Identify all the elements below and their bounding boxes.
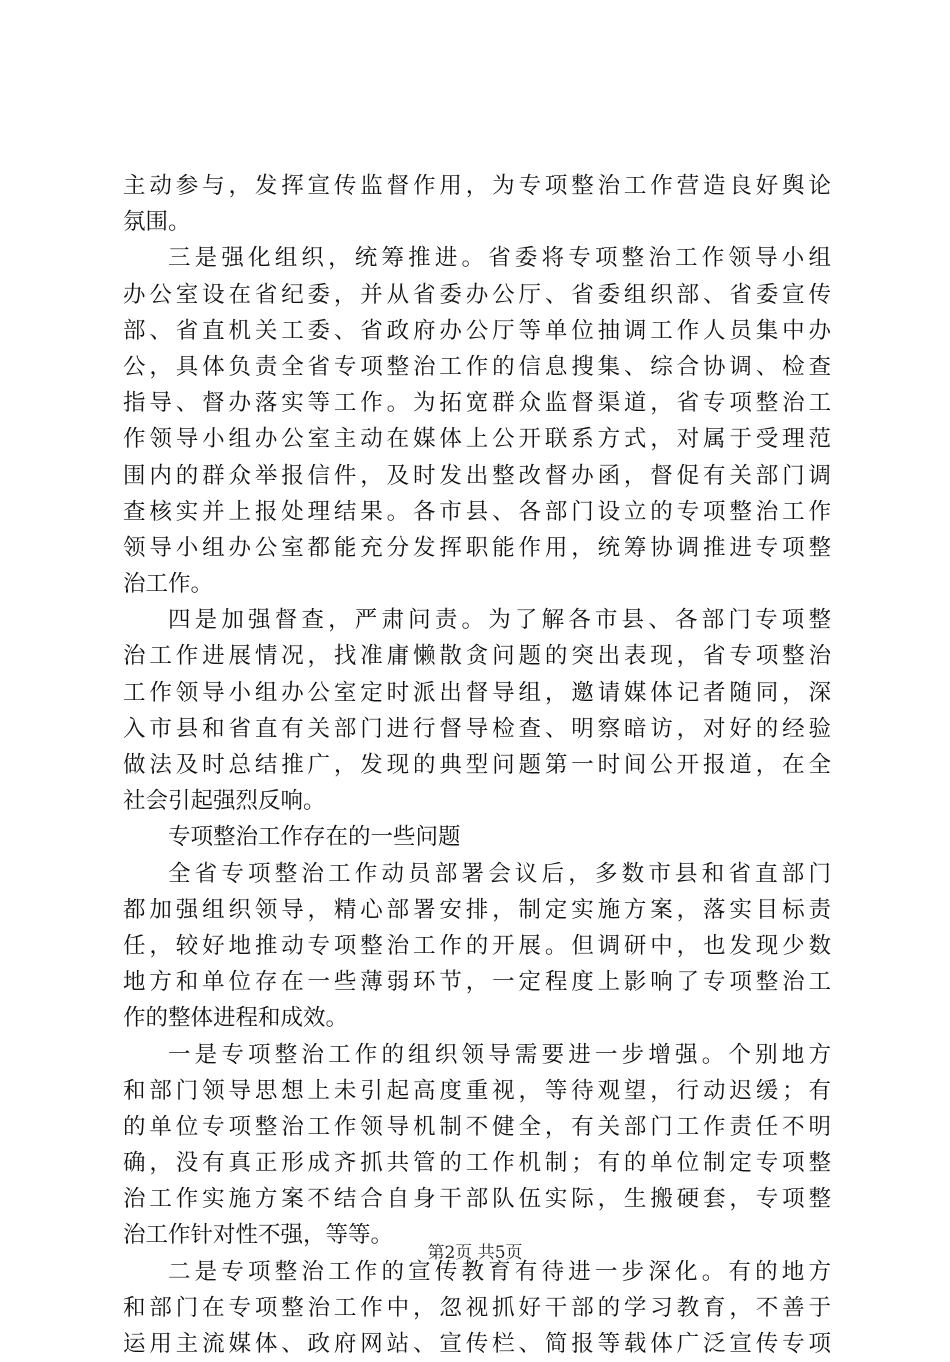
text-line: 指导、督办落实等工作。为拓宽群众监督渠道，省专项整治工 (123, 390, 831, 417)
text-line: 都加强组织领导，精心部署安排，制定实施方案，落实目标责 (123, 896, 831, 923)
text-line: 围内的群众举报信件，及时发出整改督办函，督促有关部门调 (123, 462, 831, 489)
text-line: 工作领导小组办公室定时派出督导组，邀请媒体记者随同，深 (123, 679, 831, 706)
paragraph-start-line: 全省专项整治工作动员部署会议后，多数市县和省直部门 (168, 860, 831, 887)
text-line: 作的整体进程和成效。 (123, 1005, 349, 1032)
paragraph-start-line: 三是强化组织，统筹推进。省委将专项整治工作领导小组 (168, 245, 831, 272)
body-text (123, 168, 831, 1362)
text-line: 作领导小组办公室主动在媒体上公开联系方式，对属于受理范 (123, 426, 831, 453)
text-line: 确，没有真正形成齐抓共管的工作机制；有的单位制定专项整 (123, 1150, 831, 1177)
text-line: 部、省直机关工委、省政府办公厅等单位抽调工作人员集中办 (123, 317, 831, 344)
text-line: 公，具体负责全省专项整治工作的信息搜集、综合协调、检查 (123, 353, 831, 380)
page-footer (0, 1238, 950, 1263)
text-line: 治工作针对性不强，等等。 (123, 1222, 394, 1249)
paragraph-start-line: 四是加强督查，严肃问责。为了解各市县、各部门专项整 (168, 607, 831, 634)
text-line: 办公室设在省纪委，并从省委办公厅、省委组织部、省委宣传 (123, 281, 831, 308)
text-line: 的单位专项整治工作领导机制不健全，有关部门工作责任不明 (123, 1113, 831, 1140)
paragraph-start-line: 一是专项整治工作的组织领导需要进一步增强。个别地方 (168, 1041, 831, 1068)
text-line: 主动参与，发挥宣传监督作用，为专项整治工作营造良好舆论 (123, 173, 831, 199)
text-line: 做法及时总结推广，发现的典型问题第一时间公开报道，在全 (123, 752, 831, 778)
text-line: 社会引起强烈反响。 (123, 788, 326, 815)
text-line: 查核实并上报处理结果。各市县、各部门设立的专项整治工作 (123, 498, 831, 525)
text-line: 治工作进展情况，找准庸懒散贪问题的突出表现，省专项整治 (123, 643, 831, 670)
text-line: 治工作实施方案不结合自身干部队伍实际，生搬硬套，专项整 (123, 1186, 831, 1213)
text-line: 治工作。 (123, 571, 214, 598)
page-number: 第2页 共5页 (427, 1243, 523, 1263)
text-line: 氛围。 (123, 209, 191, 236)
text-line: 任，较好地推动专项整治工作的开展。但调研中，也发现少数 (123, 932, 831, 959)
paragraph-start-line: 二是专项整治工作的宣传教育有待进一步深化。有的地方 (168, 1258, 831, 1285)
text-line: 地方和单位存在一些薄弱环节，一定程度上影响了专项整治工 (123, 969, 831, 996)
text-line: 和部门在专项整治工作中，忽视抓好干部的学习教育，不善于 (123, 1294, 831, 1321)
text-line: 入市县和省直有关部门进行督导检查、明察暗访，对好的经验 (123, 715, 831, 742)
section-heading: 专项整治工作存在的一些问题 (168, 824, 461, 851)
text-line: 和部门领导思想上未引起高度重视，等待观望，行动迟缓；有 (123, 1077, 831, 1104)
text-line: 运用主流媒体、政府网站、宣传栏、简报等载体广泛宣传专项 (123, 1331, 831, 1357)
text-line: 领导小组办公室都能充分发挥职能作用，统筹协调推进专项整 (123, 534, 831, 561)
